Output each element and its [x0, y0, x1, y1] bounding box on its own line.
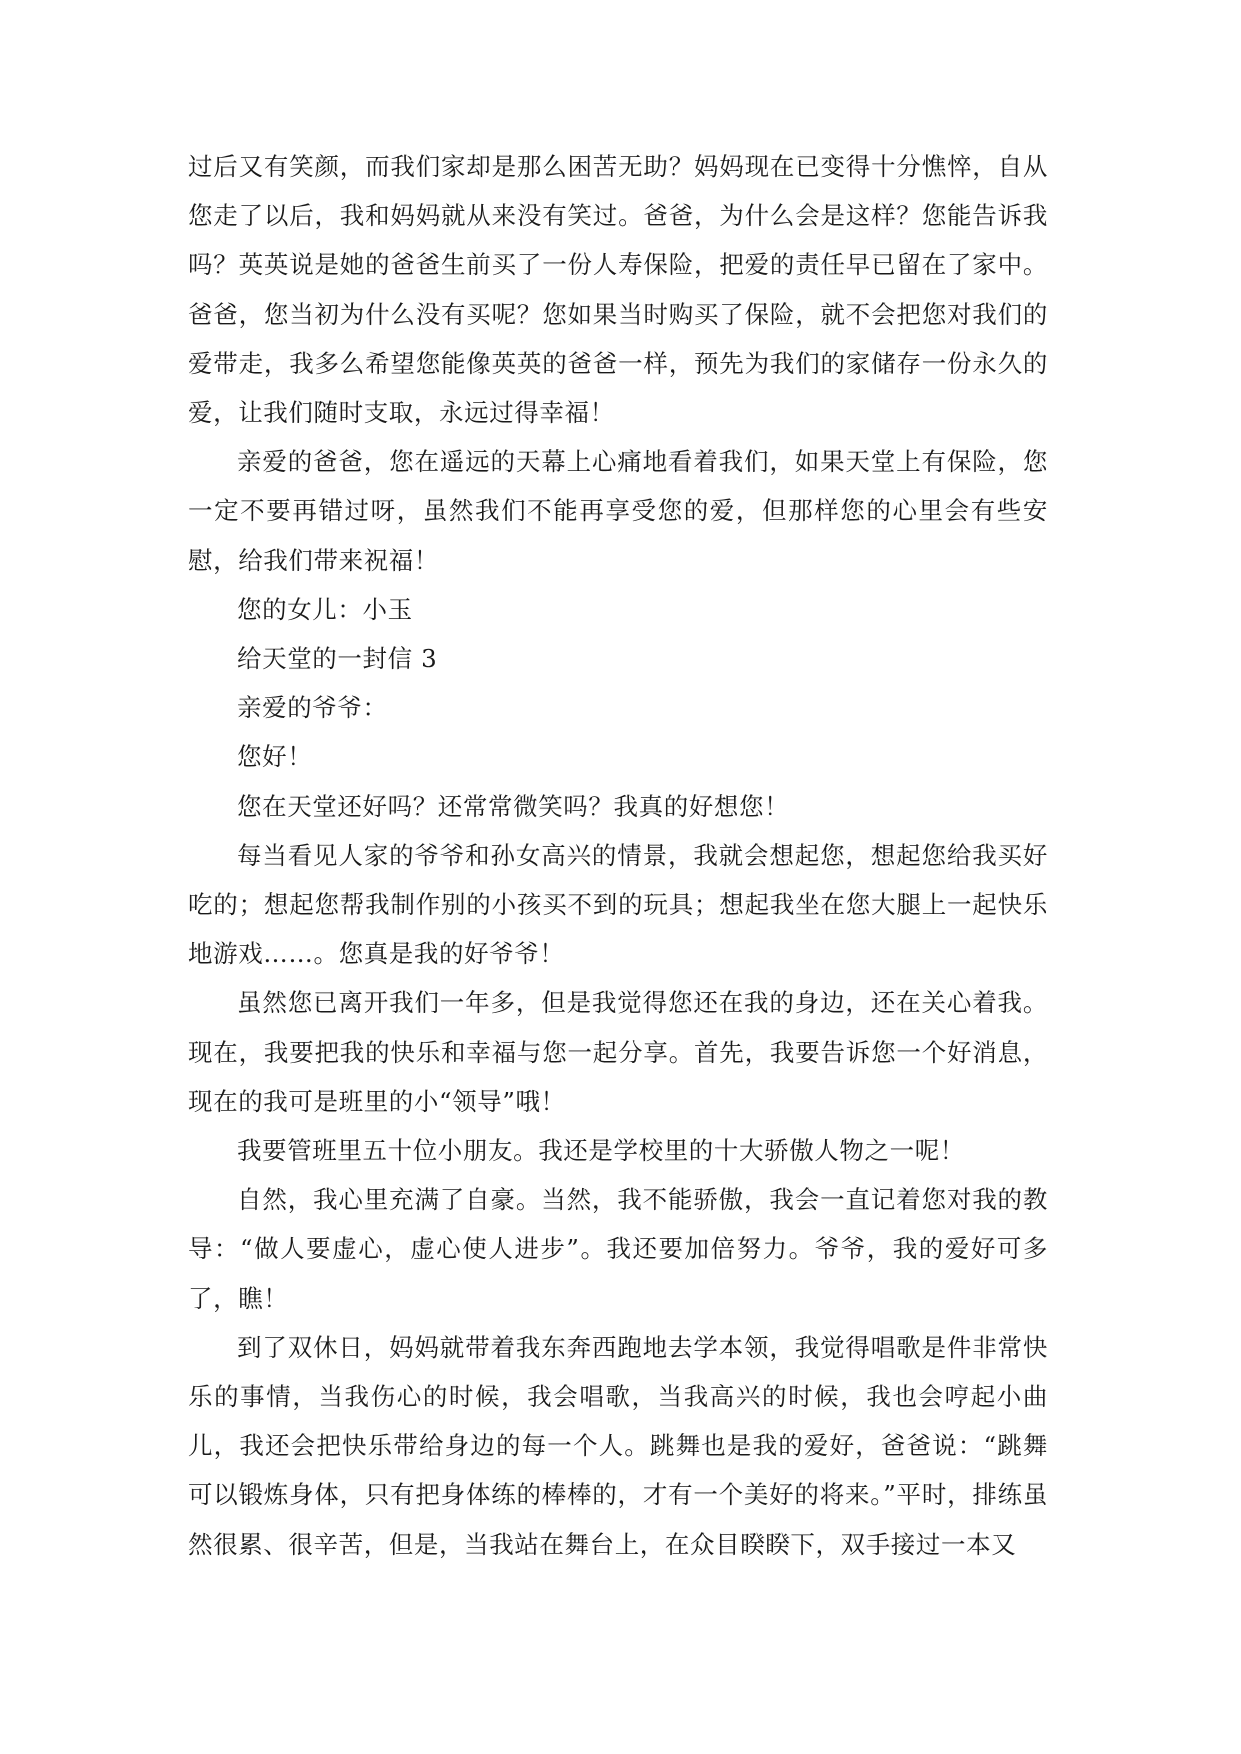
greeting: 您好！ [237, 742, 313, 772]
paragraph: 我要管班里五十位小朋友。我还是学校里的十大骄傲人物之一呢！ [237, 1136, 965, 1166]
paragraph: 虽然您已离开我们一年多，但是我觉得您还在我的身边，还在关心着我。现在，我要把我的快乐和幸福与您一起分享。首先，我要告诉您一个好消息，现在的我可是班里的小“领导”哦！ [188, 988, 1048, 1116]
salutation: 亲爱的爷爷： [237, 693, 388, 723]
paragraph: 您在天堂还好吗？还常常微笑吗？我真的好想您！ [237, 791, 790, 821]
paragraph: 每当看见人家的爷爷和孙女高兴的情景，我就会想起您，想起您给我买好吃的；想起您帮我制作别的小孩买不到的玩具；想起我坐在您大腿上一起快乐地游戏……。您真是我的好爷爷！ [188, 840, 1048, 969]
paragraph: 到了双休日，妈妈就带着我东奔西跑地去学本领，我觉得唱歌是件非常快乐的事情，当我伤心的时候，我会唱歌，当我高兴的时候，我也会哼起小曲儿，我还会把快乐带给身边的每一个人。跳舞也是我的爱好，爸爸说：“跳舞可以锻炼身体，只有把身体练的棒棒的，才有一个美好的将来。”平时，排练虽然很累、很辛苦，但是，当我站在舞台上，在众目睽睽下，双手接过一本又 [188, 1332, 1048, 1559]
paragraph: 自然，我心里充满了自豪。当然，我不能骄傲，我会一直记着您对我的教导：“做人要虚心，虚心使人进步”。我还要加倍努力。爷爷，我的爱好可多了，瞧！ [188, 1185, 1048, 1313]
letter-title: 给天堂的一封信 3 [237, 644, 438, 674]
signature-line: 您的女儿：小玉 [237, 594, 413, 624]
paragraph: 亲爱的爸爸，您在遥远的天幕上心痛地看着我们，如果天堂上有保险，您一定不要再错过呀，虽然我们不能再享受您的爱，但那样您的心里会有些安慰，给我们带来祝福！ [188, 447, 1048, 575]
document-body [188, 142, 1048, 1569]
paragraph-continued: 过后又有笑颜，而我们家却是那么困苦无助？妈妈现在已变得十分憔悴，自从您走了以后，我和妈妈就从来没有笑过。爸爸，为什么会是这样？您能告诉我吗？英英说是她的爸爸生前买了一份人寿保险，把爱的责任早已留在了家中。爸爸，您当初为什么没有买呢？您如果当时购买了保险，就不会把您对我们的爱带走，我多么希望您能像英英的爸爸一样，预先为我们的家储存一份永久的爱，让我们随时支取，永远过得幸福！ [188, 152, 1048, 428]
